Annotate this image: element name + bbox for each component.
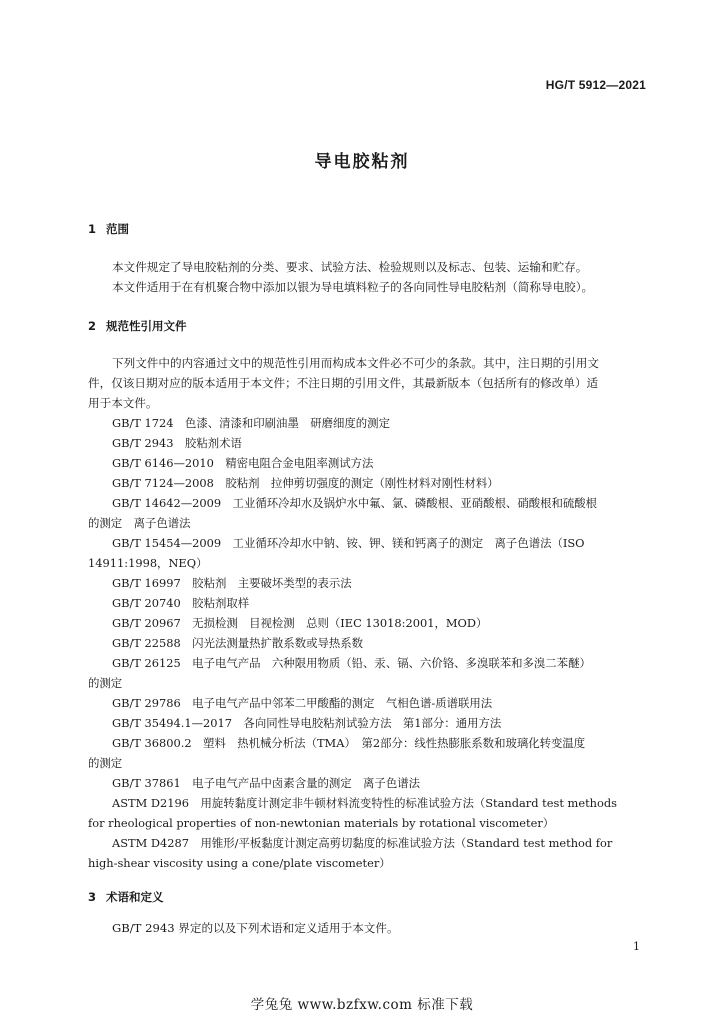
reference-title: 电子电气产品中卤素含量的测定 离子色谱法 — [192, 776, 420, 790]
section-number: 3 — [88, 890, 97, 904]
reference-code: GB/T 22588 — [112, 636, 181, 650]
reference-item — [88, 433, 650, 453]
reference-title: 色漆、清漆和印刷油墨 研磨细度的测定 — [184, 416, 390, 430]
reference-item — [88, 733, 650, 753]
reference-title: 用旋转黏度计测定非牛顿材料流变特性的标准试验方法（Standard test methods — [200, 796, 617, 810]
reference-title: 胶粘剂 拉伸剪切强度的测定（刚性材料对刚性材料） — [225, 476, 499, 490]
section-title: 范围 — [106, 222, 129, 236]
reference-continuation: high-shear viscosity using a cone/plate viscometer） — [88, 856, 391, 870]
reference-item — [88, 573, 650, 593]
reference-item — [88, 833, 650, 853]
reference-continuation: 的测定 — [88, 676, 123, 690]
reference-continuation: 的测定 — [88, 756, 123, 770]
reference-code: GB/T 15454—2009 — [112, 536, 222, 550]
reference-code: GB/T 16997 — [112, 576, 181, 590]
section-number: 2 — [88, 319, 97, 333]
standard-code: HG/T 5912—2021 — [545, 78, 646, 92]
watermark-text: 学兔兔 www.bzfxw.com 标准下载 — [250, 997, 474, 1013]
reference-title: 闪光法测量热扩散系数或导热系数 — [192, 636, 364, 650]
reference-title: 无损检测 目视检测 总则（IEC 13018:2001，MOD） — [192, 616, 488, 630]
reference-title: 工业循环冷却水中钠、铵、钾、镁和钙离子的测定 离子色谱法（ISO — [232, 536, 585, 550]
reference-code: GB/T 6146—2010 — [112, 456, 214, 470]
document-title: 导电胶粘剂 — [314, 152, 410, 172]
reference-code: GB/T 1724 — [112, 416, 174, 430]
reference-code: GB/T 20740 — [112, 596, 181, 610]
reference-item — [88, 713, 650, 733]
reference-title: 用锥形/平板黏度计测定高剪切黏度的标准试验方法（Standard test method for — [200, 836, 613, 850]
reference-code: GB/T 26125 — [112, 656, 181, 670]
reference-item — [88, 413, 650, 433]
normative-intro-line-3: 用于本文件。 — [88, 396, 158, 410]
reference-code: ASTM D4287 — [112, 836, 190, 850]
reference-item — [88, 533, 650, 553]
normative-intro-line-1: 下列文件中的内容通过文中的规范性引用而构成本文件必不可少的条款。其中，注日期的引用文 — [112, 356, 599, 370]
reference-code: GB/T 29786 — [112, 696, 181, 710]
reference-item — [88, 653, 650, 673]
reference-code: ASTM D2196 — [112, 796, 190, 810]
reference-title: 胶粘剂取样 — [192, 596, 250, 610]
reference-title: 精密电阻合金电阻率测试方法 — [225, 456, 374, 470]
reference-title: 工业循环冷却水及锅炉水中氟、氯、磷酸根、亚硝酸根、硝酸根和硫酸根 — [232, 496, 598, 510]
reference-code: GB/T 2943 — [112, 436, 174, 450]
reference-title: 塑料 热机械分析法（TMA） 第2部分：线性热膨胀系数和玻璃化转变温度 — [203, 736, 586, 750]
section-2-heading — [88, 318, 187, 334]
reference-code: GB/T 36800.2 — [112, 736, 192, 750]
reference-code: GB/T 20967 — [112, 616, 181, 630]
section-1-heading — [88, 221, 129, 237]
normative-intro-line-2: 件，仅该日期对应的版本适用于本文件；不注日期的引用文件，其最新版本（包括所有的修改单）适 — [88, 376, 599, 390]
reference-continuation: 的测定 离子色谱法 — [88, 516, 191, 530]
section-title: 规范性引用文件 — [106, 319, 187, 333]
reference-code: GB/T 35494.1—2017 — [112, 716, 233, 730]
scope-paragraph-1: 本文件规定了导电胶粘剂的分类、要求、试验方法、检验规则以及标志、包装、运输和贮存。 — [112, 260, 588, 274]
reference-item — [88, 613, 650, 633]
reference-item — [88, 793, 650, 813]
reference-title: 各向同性导电胶粘剂试验方法 第1部分：通用方法 — [243, 716, 502, 730]
reference-title: 胶粘剂术语 — [184, 436, 242, 450]
section-number: 1 — [88, 222, 97, 236]
reference-code: GB/T 7124—2008 — [112, 476, 214, 490]
reference-item — [88, 493, 650, 513]
reference-code: GB/T 14642—2009 — [112, 496, 222, 510]
reference-item — [88, 633, 650, 653]
reference-item — [88, 773, 650, 793]
reference-item — [88, 473, 650, 493]
reference-title: 胶粘剂 主要破坏类型的表示法 — [192, 576, 352, 590]
reference-item — [88, 693, 650, 713]
reference-title: 电子电气产品 六种限用物质（铅、汞、镉、六价铬、多溴联苯和多溴二苯醚） — [192, 656, 591, 670]
section-3-heading — [88, 889, 164, 905]
reference-title: 电子电气产品中邻苯二甲酸酯的测定 气相色谱-质谱联用法 — [192, 696, 493, 710]
reference-continuation: for rheological properties of non-newtonian materials by rotational viscometer） — [88, 816, 555, 830]
reference-code: GB/T 37861 — [112, 776, 181, 790]
reference-item — [88, 453, 650, 473]
reference-continuation: 14911:1998，NEQ） — [88, 556, 208, 570]
page-number: 1 — [633, 940, 640, 953]
terms-paragraph-1: GB/T 2943 界定的以及下列术语和定义适用于本文件。 — [112, 921, 399, 935]
reference-item — [88, 593, 650, 613]
section-title: 术语和定义 — [106, 890, 164, 904]
scope-paragraph-2: 本文件适用于在有机聚合物中添加以银为导电填料粒子的各向同性导电胶粘剂（简称导电胶）。 — [112, 280, 594, 294]
